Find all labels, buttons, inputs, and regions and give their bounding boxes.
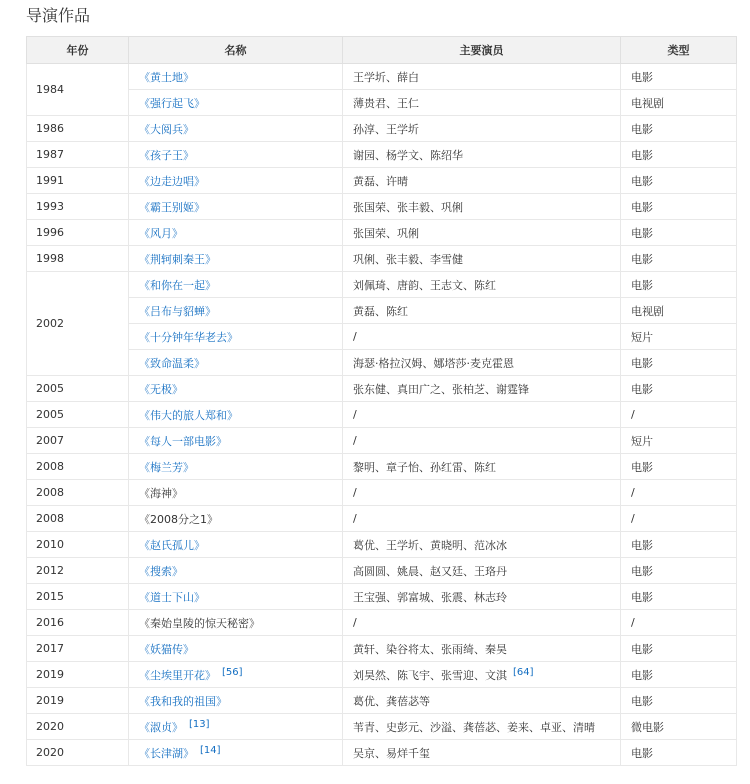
work-title-link[interactable]: 《孩子王》 bbox=[139, 148, 194, 162]
actors-text: 高圆圆、姚晨、赵又廷、王珞丹 bbox=[353, 564, 507, 578]
table-row bbox=[27, 584, 737, 610]
actors-text: 黄磊、许晴 bbox=[353, 174, 408, 188]
section-title: 导演作品 bbox=[26, 6, 91, 25]
actors-text: 张国荣、张丰毅、巩俐 bbox=[353, 200, 463, 214]
type-cell: 电影 bbox=[621, 272, 737, 298]
year-cell: 2020 bbox=[27, 714, 129, 740]
title-cell bbox=[129, 610, 343, 636]
actors-cell bbox=[343, 168, 621, 194]
type-cell: 短片 bbox=[621, 324, 737, 350]
year-cell: 1998 bbox=[27, 246, 129, 272]
actors-text: 张国荣、巩俐 bbox=[353, 226, 419, 240]
actors-text: 黎明、章子怡、孙红雷、陈红 bbox=[353, 460, 496, 474]
actors-text: 谢园、杨学文、陈绍华 bbox=[353, 148, 463, 162]
title-cell bbox=[129, 402, 343, 428]
actors-text: 刘佩琦、唐韵、王志文、陈红 bbox=[353, 278, 496, 292]
table-row bbox=[27, 454, 737, 480]
title-cell bbox=[129, 64, 343, 90]
type-cell: 电影 bbox=[621, 584, 737, 610]
year-cell: 2015 bbox=[27, 584, 129, 610]
type-cell: 电视剧 bbox=[621, 90, 737, 116]
table-row bbox=[27, 194, 737, 220]
actors-cell bbox=[343, 584, 621, 610]
title-cell bbox=[129, 90, 343, 116]
title-cell bbox=[129, 532, 343, 558]
work-title-link[interactable]: 《道士下山》 bbox=[139, 590, 205, 604]
title-cell bbox=[129, 298, 343, 324]
actors-text: / bbox=[353, 434, 357, 447]
type-cell: 电影 bbox=[621, 662, 737, 688]
column-header-title: 名称 bbox=[129, 37, 343, 64]
table-row bbox=[27, 324, 737, 350]
title-cell bbox=[129, 376, 343, 402]
actors-cell bbox=[343, 376, 621, 402]
reference-link[interactable]: [14] bbox=[200, 744, 221, 756]
work-title: 《海神》 bbox=[139, 486, 183, 500]
work-title-link[interactable]: 《强行起飞》 bbox=[139, 96, 205, 110]
title-cell bbox=[129, 272, 343, 298]
work-title-link[interactable]: 《吕布与貂蝉》 bbox=[139, 304, 216, 318]
title-cell bbox=[129, 220, 343, 246]
year-cell: 2005 bbox=[27, 402, 129, 428]
type-cell: 电影 bbox=[621, 688, 737, 714]
work-title-link[interactable]: 《荆轲刺秦王》 bbox=[139, 252, 216, 266]
actors-text: 薄贵君、王仁 bbox=[353, 96, 419, 110]
type-cell: 电影 bbox=[621, 116, 737, 142]
title-cell bbox=[129, 740, 343, 766]
actors-cell bbox=[343, 90, 621, 116]
actors-text: 孙淳、王学圻 bbox=[353, 122, 419, 136]
work-title-link[interactable]: 《大阅兵》 bbox=[139, 122, 194, 136]
title-cell bbox=[129, 194, 343, 220]
type-cell: 电视剧 bbox=[621, 298, 737, 324]
year-cell: 2002 bbox=[27, 272, 129, 376]
type-cell: 电影 bbox=[621, 532, 737, 558]
actors-cell bbox=[343, 428, 621, 454]
title-cell bbox=[129, 480, 343, 506]
actors-cell bbox=[343, 402, 621, 428]
column-header-actors: 主要演员 bbox=[343, 37, 621, 64]
actors-text: / bbox=[353, 408, 357, 421]
type-cell: 电影 bbox=[621, 246, 737, 272]
actors-cell bbox=[343, 454, 621, 480]
work-title-link[interactable]: 《妖猫传》 bbox=[139, 642, 194, 656]
actors-cell bbox=[343, 350, 621, 376]
type-cell: / bbox=[621, 610, 737, 636]
table-row bbox=[27, 116, 737, 142]
work-title-link[interactable]: 《赵氏孤儿》 bbox=[139, 538, 205, 552]
title-cell bbox=[129, 168, 343, 194]
actors-cell bbox=[343, 298, 621, 324]
table-row bbox=[27, 402, 737, 428]
actors-text: 葛优、龚蓓苾等 bbox=[353, 694, 430, 708]
year-cell: 1996 bbox=[27, 220, 129, 246]
work-title-link[interactable]: 《淑贞》 bbox=[139, 720, 183, 734]
work-title-link[interactable]: 《致命温柔》 bbox=[139, 356, 205, 370]
work-title-link[interactable]: 《霸王别姬》 bbox=[139, 200, 205, 214]
year-cell: 1991 bbox=[27, 168, 129, 194]
work-title-link[interactable]: 《每人一部电影》 bbox=[139, 434, 227, 448]
type-cell: / bbox=[621, 402, 737, 428]
actors-cell bbox=[343, 714, 621, 740]
works-table bbox=[26, 36, 737, 766]
table-row bbox=[27, 636, 737, 662]
year-cell: 1993 bbox=[27, 194, 129, 220]
title-cell bbox=[129, 116, 343, 142]
column-header-type: 类型 bbox=[621, 37, 737, 64]
table-row bbox=[27, 610, 737, 636]
year-cell: 2019 bbox=[27, 662, 129, 688]
title-cell bbox=[129, 558, 343, 584]
work-title-link[interactable]: 《梅兰芳》 bbox=[139, 460, 194, 474]
type-cell: 电影 bbox=[621, 220, 737, 246]
reference-link[interactable]: [56] bbox=[222, 666, 243, 678]
type-cell: 电影 bbox=[621, 376, 737, 402]
work-title-link[interactable]: 《边走边唱》 bbox=[139, 174, 205, 188]
title-cell bbox=[129, 454, 343, 480]
title-cell bbox=[129, 636, 343, 662]
table-row bbox=[27, 428, 737, 454]
type-cell: 电影 bbox=[621, 194, 737, 220]
actors-text: 巩俐、张丰毅、李雪健 bbox=[353, 252, 463, 266]
year-cell: 2008 bbox=[27, 480, 129, 506]
table-row bbox=[27, 532, 737, 558]
actors-cell bbox=[343, 142, 621, 168]
work-title-link[interactable]: 《长津湖》 bbox=[139, 746, 194, 760]
table-row bbox=[27, 350, 737, 376]
actors-text: 黄磊、陈红 bbox=[353, 304, 408, 318]
actors-cell bbox=[343, 272, 621, 298]
table-row bbox=[27, 558, 737, 584]
work-title-link[interactable]: 《无极》 bbox=[139, 382, 183, 396]
table-row bbox=[27, 662, 737, 688]
type-cell: 电影 bbox=[621, 350, 737, 376]
type-cell: 电影 bbox=[621, 454, 737, 480]
title-cell bbox=[129, 142, 343, 168]
actors-cell bbox=[343, 558, 621, 584]
type-cell: 电影 bbox=[621, 636, 737, 662]
work-title-link[interactable]: 《风月》 bbox=[139, 226, 183, 240]
year-cell: 1987 bbox=[27, 142, 129, 168]
title-cell bbox=[129, 246, 343, 272]
type-cell: 微电影 bbox=[621, 714, 737, 740]
actors-cell bbox=[343, 610, 621, 636]
table-row bbox=[27, 64, 737, 90]
table-row bbox=[27, 168, 737, 194]
title-cell bbox=[129, 584, 343, 610]
title-cell bbox=[129, 506, 343, 532]
title-cell bbox=[129, 714, 343, 740]
actors-text: 海瑟·格拉汉姆、娜塔莎·麦克霍恩 bbox=[353, 356, 514, 370]
year-cell: 2017 bbox=[27, 636, 129, 662]
actors-text: 王宝强、郭富城、张震、林志玲 bbox=[353, 590, 507, 604]
actors-cell bbox=[343, 324, 621, 350]
table-row bbox=[27, 506, 737, 532]
type-cell: 电影 bbox=[621, 740, 737, 766]
actors-text: / bbox=[353, 512, 357, 525]
actors-text: 张东健、真田广之、张柏芝、谢霆锋 bbox=[353, 382, 529, 396]
actors-text: 吴京、易烊千玺 bbox=[353, 746, 430, 760]
year-cell: 1986 bbox=[27, 116, 129, 142]
type-cell: 电影 bbox=[621, 142, 737, 168]
table-body bbox=[27, 64, 737, 766]
work-title: 《秦始皇陵的惊天秘密》 bbox=[139, 616, 260, 630]
type-cell: 电影 bbox=[621, 168, 737, 194]
table-row bbox=[27, 688, 737, 714]
actors-cell bbox=[343, 662, 621, 688]
actors-cell bbox=[343, 480, 621, 506]
table-row bbox=[27, 246, 737, 272]
table-row bbox=[27, 142, 737, 168]
year-cell: 1984 bbox=[27, 64, 129, 116]
work-title-link[interactable]: 《搜索》 bbox=[139, 564, 183, 578]
actors-cell bbox=[343, 506, 621, 532]
work-title: 《2008分之1》 bbox=[139, 512, 218, 526]
table-row bbox=[27, 714, 737, 740]
actors-cell bbox=[343, 116, 621, 142]
actors-text: 苇青、史彭元、沙溢、龚蓓苾、姜来、卓亚、清晴 bbox=[353, 720, 595, 734]
year-cell: 2020 bbox=[27, 740, 129, 766]
work-title-link[interactable]: 《十分钟年华老去》 bbox=[139, 330, 238, 344]
year-cell: 2012 bbox=[27, 558, 129, 584]
year-cell: 2010 bbox=[27, 532, 129, 558]
table-row bbox=[27, 272, 737, 298]
actors-cell bbox=[343, 64, 621, 90]
year-cell: 2007 bbox=[27, 428, 129, 454]
table-row bbox=[27, 480, 737, 506]
work-title-link[interactable]: 《和你在一起》 bbox=[139, 278, 216, 292]
type-cell: 电影 bbox=[621, 64, 737, 90]
reference-link[interactable]: [64] bbox=[513, 666, 534, 678]
actors-text: 黄轩、染谷将太、张雨绮、秦昊 bbox=[353, 642, 507, 656]
type-cell: 短片 bbox=[621, 428, 737, 454]
reference-link[interactable]: [13] bbox=[189, 718, 210, 730]
table-header-row bbox=[27, 37, 737, 64]
table-row bbox=[27, 740, 737, 766]
type-cell: / bbox=[621, 506, 737, 532]
type-cell: 电影 bbox=[621, 558, 737, 584]
actors-cell bbox=[343, 220, 621, 246]
title-cell bbox=[129, 324, 343, 350]
actors-text: 葛优、王学圻、黄晓明、范冰冰 bbox=[353, 538, 507, 552]
work-title-link[interactable]: 《我和我的祖国》 bbox=[139, 694, 227, 708]
work-title-link[interactable]: 《黄土地》 bbox=[139, 70, 194, 84]
year-cell: 2005 bbox=[27, 376, 129, 402]
actors-cell bbox=[343, 194, 621, 220]
table-row bbox=[27, 220, 737, 246]
work-title-link[interactable]: 《尘埃里开花》 bbox=[139, 668, 216, 682]
work-title-link[interactable]: 《伟大的旅人郑和》 bbox=[139, 408, 238, 422]
year-cell: 2008 bbox=[27, 454, 129, 480]
actors-cell bbox=[343, 688, 621, 714]
actors-text: / bbox=[353, 616, 357, 629]
actors-text: / bbox=[353, 330, 357, 343]
actors-text: 刘昊然、陈飞宇、张雪迎、文淇 bbox=[353, 668, 507, 682]
year-cell: 2016 bbox=[27, 610, 129, 636]
title-cell bbox=[129, 350, 343, 376]
type-cell: / bbox=[621, 480, 737, 506]
year-cell: 2019 bbox=[27, 688, 129, 714]
actors-cell bbox=[343, 532, 621, 558]
column-header-year: 年份 bbox=[27, 37, 129, 64]
actors-cell bbox=[343, 636, 621, 662]
title-cell bbox=[129, 662, 343, 688]
title-cell bbox=[129, 688, 343, 714]
actors-cell bbox=[343, 740, 621, 766]
table-row bbox=[27, 298, 737, 324]
actors-text: 王学圻、薛白 bbox=[353, 70, 419, 84]
table-row bbox=[27, 90, 737, 116]
actors-text: / bbox=[353, 486, 357, 499]
year-cell: 2008 bbox=[27, 506, 129, 532]
table-row bbox=[27, 376, 737, 402]
actors-cell bbox=[343, 246, 621, 272]
title-cell bbox=[129, 428, 343, 454]
